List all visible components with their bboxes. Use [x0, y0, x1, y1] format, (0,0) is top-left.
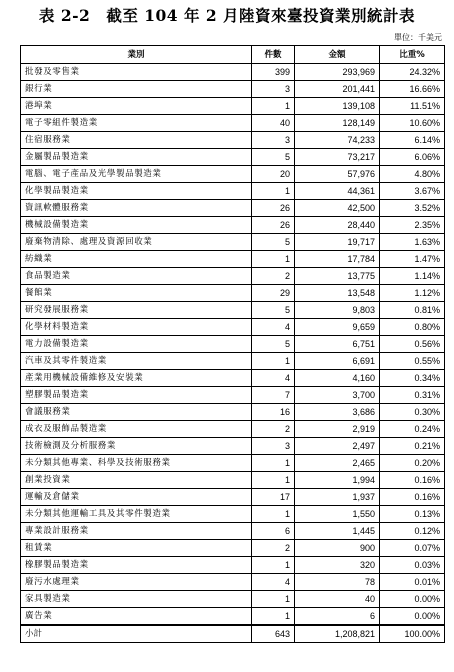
row-amount: 1,937	[295, 489, 380, 506]
row-count: 1	[252, 183, 295, 200]
row-share: 10.60%	[380, 115, 445, 132]
row-industry: 廢棄物清除、處理及資源回收業	[21, 234, 252, 251]
row-share: 3.67%	[380, 183, 445, 200]
row-industry: 橡膠製品製造業	[21, 557, 252, 574]
row-share: 0.03%	[380, 557, 445, 574]
row-amount: 9,803	[295, 302, 380, 319]
table-row	[21, 336, 445, 353]
row-amount: 57,976	[295, 166, 380, 183]
table-row	[21, 319, 445, 336]
row-count: 5	[252, 336, 295, 353]
row-amount: 13,548	[295, 285, 380, 302]
row-industry: 運輸及倉儲業	[21, 489, 252, 506]
total-count: 643	[252, 625, 295, 643]
row-amount: 44,361	[295, 183, 380, 200]
row-amount: 6	[295, 608, 380, 626]
table-row	[21, 370, 445, 387]
row-amount: 201,441	[295, 81, 380, 98]
row-share: 0.21%	[380, 438, 445, 455]
table-row	[21, 268, 445, 285]
row-count: 4	[252, 574, 295, 591]
row-amount: 2,465	[295, 455, 380, 472]
row-industry: 機械設備製造業	[21, 217, 252, 234]
row-amount: 2,919	[295, 421, 380, 438]
row-share: 6.06%	[380, 149, 445, 166]
row-amount: 28,440	[295, 217, 380, 234]
row-share: 3.52%	[380, 200, 445, 217]
row-share: 0.80%	[380, 319, 445, 336]
row-share: 24.32%	[380, 64, 445, 81]
row-industry: 資訊軟體服務業	[21, 200, 252, 217]
row-count: 2	[252, 540, 295, 557]
table-row	[21, 574, 445, 591]
row-count: 1	[252, 506, 295, 523]
row-share: 0.16%	[380, 489, 445, 506]
table-body	[21, 64, 445, 626]
row-count: 6	[252, 523, 295, 540]
table-row	[21, 591, 445, 608]
table-row	[21, 557, 445, 574]
total-row	[21, 625, 445, 643]
row-industry: 技術檢測及分析服務業	[21, 438, 252, 455]
row-share: 0.30%	[380, 404, 445, 421]
row-share: 0.20%	[380, 455, 445, 472]
row-industry: 金屬製品製造業	[21, 149, 252, 166]
row-share: 0.00%	[380, 591, 445, 608]
table-row	[21, 217, 445, 234]
row-industry: 研究發展服務業	[21, 302, 252, 319]
row-industry: 汽車及其零件製造業	[21, 353, 252, 370]
row-amount: 128,149	[295, 115, 380, 132]
row-count: 1	[252, 472, 295, 489]
row-amount: 1,994	[295, 472, 380, 489]
row-count: 29	[252, 285, 295, 302]
row-amount: 9,659	[295, 319, 380, 336]
row-industry: 餐館業	[21, 285, 252, 302]
page-title: 表 2-2 截至 104 年 2 月陸資來臺投資業別統計表	[38, 6, 416, 25]
row-count: 1	[252, 591, 295, 608]
row-industry: 化學材料製造業	[21, 319, 252, 336]
row-industry: 租賃業	[21, 540, 252, 557]
table-row	[21, 472, 445, 489]
row-amount: 1,550	[295, 506, 380, 523]
row-share: 0.56%	[380, 336, 445, 353]
row-count: 1	[252, 557, 295, 574]
table-row	[21, 404, 445, 421]
row-share: 0.07%	[380, 540, 445, 557]
table-row	[21, 251, 445, 268]
table-row	[21, 234, 445, 251]
table-row	[21, 353, 445, 370]
row-industry: 產業用機械設備維修及安裝業	[21, 370, 252, 387]
total-amount: 1,208,821	[295, 625, 380, 643]
row-share: 0.31%	[380, 387, 445, 404]
row-industry: 銀行業	[21, 81, 252, 98]
row-industry: 專業設計服務業	[21, 523, 252, 540]
row-count: 5	[252, 302, 295, 319]
row-share: 0.24%	[380, 421, 445, 438]
row-share: 0.00%	[380, 608, 445, 626]
row-industry: 批發及零售業	[21, 64, 252, 81]
row-count: 3	[252, 438, 295, 455]
row-count: 2	[252, 268, 295, 285]
row-industry: 塑膠製品製造業	[21, 387, 252, 404]
row-share: 0.13%	[380, 506, 445, 523]
row-count: 16	[252, 404, 295, 421]
row-amount: 19,717	[295, 234, 380, 251]
table-row	[21, 81, 445, 98]
row-amount: 3,700	[295, 387, 380, 404]
row-amount: 900	[295, 540, 380, 557]
table-row	[21, 489, 445, 506]
table-row	[21, 455, 445, 472]
row-amount: 139,108	[295, 98, 380, 115]
row-count: 1	[252, 608, 295, 626]
total-label: 小計	[21, 625, 252, 643]
row-industry: 未分類其他運輸工具及其零件製造業	[21, 506, 252, 523]
row-amount: 2,497	[295, 438, 380, 455]
row-share: 1.14%	[380, 268, 445, 285]
total-share: 100.00%	[380, 625, 445, 643]
row-industry: 港埠業	[21, 98, 252, 115]
row-amount: 40	[295, 591, 380, 608]
row-industry: 會議服務業	[21, 404, 252, 421]
row-count: 20	[252, 166, 295, 183]
row-amount: 17,784	[295, 251, 380, 268]
table-row	[21, 200, 445, 217]
table-row	[21, 285, 445, 302]
table-row	[21, 438, 445, 455]
table-row	[21, 387, 445, 404]
row-share: 0.55%	[380, 353, 445, 370]
row-amount: 1,445	[295, 523, 380, 540]
row-count: 17	[252, 489, 295, 506]
table-row	[21, 98, 445, 115]
row-amount: 42,500	[295, 200, 380, 217]
row-count: 1	[252, 455, 295, 472]
row-share: 0.16%	[380, 472, 445, 489]
row-share: 0.34%	[380, 370, 445, 387]
row-count: 3	[252, 132, 295, 149]
table-header-row	[21, 46, 445, 64]
row-amount: 3,686	[295, 404, 380, 421]
row-amount: 74,233	[295, 132, 380, 149]
row-amount: 6,751	[295, 336, 380, 353]
row-share: 0.12%	[380, 523, 445, 540]
row-share: 1.63%	[380, 234, 445, 251]
table-row	[21, 506, 445, 523]
table-row	[21, 166, 445, 183]
industry-stats-table	[20, 45, 445, 643]
row-share: 0.81%	[380, 302, 445, 319]
header-share: 比重%	[380, 46, 445, 64]
table-row	[21, 64, 445, 81]
row-amount: 78	[295, 574, 380, 591]
table-row	[21, 421, 445, 438]
header-count: 件數	[252, 46, 295, 64]
row-industry: 廢污水處理業	[21, 574, 252, 591]
row-industry: 未分類其他專業、科學及技術服務業	[21, 455, 252, 472]
row-industry: 紡織業	[21, 251, 252, 268]
row-share: 0.01%	[380, 574, 445, 591]
row-count: 3	[252, 81, 295, 98]
row-industry: 電子零組件製造業	[21, 115, 252, 132]
row-share: 1.47%	[380, 251, 445, 268]
table-row	[21, 132, 445, 149]
row-count: 5	[252, 234, 295, 251]
row-amount: 293,969	[295, 64, 380, 81]
table-row	[21, 115, 445, 132]
row-industry: 電腦、電子產品及光學製品製造業	[21, 166, 252, 183]
row-count: 5	[252, 149, 295, 166]
row-amount: 73,217	[295, 149, 380, 166]
header-industry: 業別	[21, 46, 252, 64]
table-row	[21, 149, 445, 166]
row-amount: 4,160	[295, 370, 380, 387]
row-amount: 320	[295, 557, 380, 574]
table-row	[21, 302, 445, 319]
row-share: 2.35%	[380, 217, 445, 234]
row-industry: 家具製造業	[21, 591, 252, 608]
unit-note: 單位：千美元	[394, 33, 442, 42]
table-row	[21, 608, 445, 626]
row-share: 4.80%	[380, 166, 445, 183]
row-industry: 住宿服務業	[21, 132, 252, 149]
row-count: 399	[252, 64, 295, 81]
table-row	[21, 540, 445, 557]
row-share: 16.66%	[380, 81, 445, 98]
row-industry: 電力設備製造業	[21, 336, 252, 353]
row-industry: 食品製造業	[21, 268, 252, 285]
row-count: 7	[252, 387, 295, 404]
row-count: 1	[252, 251, 295, 268]
row-industry: 化學製品製造業	[21, 183, 252, 200]
row-count: 1	[252, 353, 295, 370]
row-amount: 13,775	[295, 268, 380, 285]
row-industry: 廣告業	[21, 608, 252, 626]
row-count: 26	[252, 217, 295, 234]
row-count: 40	[252, 115, 295, 132]
row-share: 1.12%	[380, 285, 445, 302]
row-count: 4	[252, 370, 295, 387]
row-industry: 創業投資業	[21, 472, 252, 489]
row-count: 1	[252, 98, 295, 115]
table-row	[21, 523, 445, 540]
table-row	[21, 183, 445, 200]
row-share: 11.51%	[380, 98, 445, 115]
row-share: 6.14%	[380, 132, 445, 149]
row-count: 2	[252, 421, 295, 438]
row-count: 4	[252, 319, 295, 336]
row-amount: 6,691	[295, 353, 380, 370]
header-amount: 金額	[295, 46, 380, 64]
row-industry: 成衣及服飾品製造業	[21, 421, 252, 438]
row-count: 26	[252, 200, 295, 217]
